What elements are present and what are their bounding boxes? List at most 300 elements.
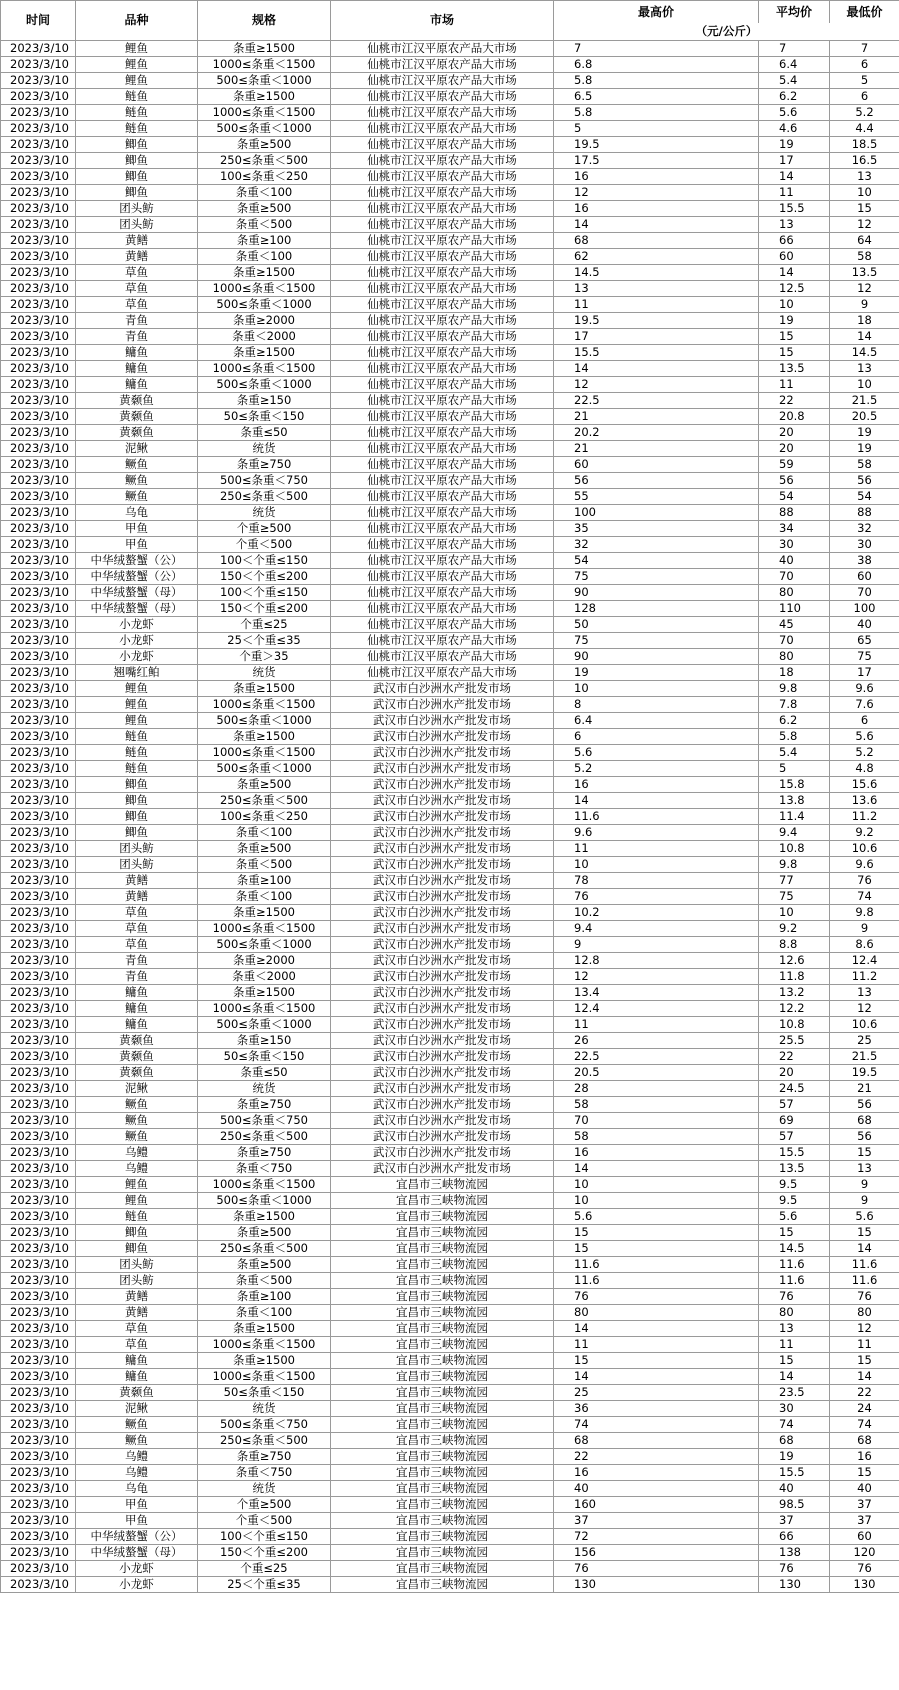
table-row — [1, 121, 899, 137]
cell-market: 仙桃市江汉平原农产品大市场 — [331, 617, 554, 633]
cell-species: 青鱼 — [76, 969, 198, 985]
cell-date: 2023/3/10 — [1, 425, 76, 441]
cell-market: 仙桃市江汉平原农产品大市场 — [331, 329, 554, 345]
cell-max-price: 13 — [554, 281, 759, 297]
cell-avg-price: 57 — [759, 1129, 830, 1145]
cell-spec: 25＜个重≤35 — [198, 1577, 331, 1593]
cell-date: 2023/3/10 — [1, 873, 76, 889]
cell-species: 鳙鱼 — [76, 377, 198, 393]
cell-market: 武汉市白沙洲水产批发市场 — [331, 921, 554, 937]
cell-species: 黄鳝 — [76, 233, 198, 249]
cell-min-price: 9 — [830, 921, 899, 937]
cell-species: 小龙虾 — [76, 633, 198, 649]
cell-species: 草鱼 — [76, 265, 198, 281]
cell-min-price: 38 — [830, 553, 899, 569]
cell-spec: 500≤条重＜1000 — [198, 377, 331, 393]
cell-min-price: 60 — [830, 1529, 899, 1545]
cell-avg-price: 10.8 — [759, 841, 830, 857]
cell-max-price: 11.6 — [554, 1273, 759, 1289]
cell-min-price: 18 — [830, 313, 899, 329]
cell-spec: 条重＜100 — [198, 249, 331, 265]
cell-date: 2023/3/10 — [1, 937, 76, 953]
cell-species: 黄颡鱼 — [76, 425, 198, 441]
cell-market: 武汉市白沙洲水产批发市场 — [331, 937, 554, 953]
cell-avg-price: 13 — [759, 217, 830, 233]
cell-date: 2023/3/10 — [1, 1033, 76, 1049]
cell-date: 2023/3/10 — [1, 1385, 76, 1401]
table-row — [1, 825, 899, 841]
cell-market: 仙桃市江汉平原农产品大市场 — [331, 633, 554, 649]
cell-species: 小龙虾 — [76, 1577, 198, 1593]
cell-species: 黄颡鱼 — [76, 1049, 198, 1065]
cell-min-price: 19 — [830, 425, 899, 441]
cell-max-price: 12 — [554, 185, 759, 201]
cell-market: 武汉市白沙洲水产批发市场 — [331, 809, 554, 825]
cell-spec: 500≤条重＜750 — [198, 473, 331, 489]
table-row — [1, 1417, 899, 1433]
cell-avg-price: 98.5 — [759, 1497, 830, 1513]
table-row — [1, 521, 899, 537]
cell-market: 仙桃市江汉平原农产品大市场 — [331, 649, 554, 665]
table-row — [1, 489, 899, 505]
cell-avg-price: 75 — [759, 889, 830, 905]
cell-market: 武汉市白沙洲水产批发市场 — [331, 873, 554, 889]
cell-market: 仙桃市江汉平原农产品大市场 — [331, 521, 554, 537]
cell-date: 2023/3/10 — [1, 553, 76, 569]
cell-species: 草鱼 — [76, 281, 198, 297]
cell-max-price: 15 — [554, 1225, 759, 1241]
cell-max-price: 10 — [554, 1177, 759, 1193]
cell-avg-price: 6.4 — [759, 57, 830, 73]
cell-min-price: 13 — [830, 361, 899, 377]
cell-spec: 个重＜500 — [198, 537, 331, 553]
cell-species: 青鱼 — [76, 953, 198, 969]
cell-market: 武汉市白沙洲水产批发市场 — [331, 1081, 554, 1097]
cell-species: 乌鳢 — [76, 1465, 198, 1481]
cell-market: 武汉市白沙洲水产批发市场 — [331, 1001, 554, 1017]
cell-market: 武汉市白沙洲水产批发市场 — [331, 857, 554, 873]
cell-spec: 条重＜500 — [198, 217, 331, 233]
cell-species: 鳙鱼 — [76, 1001, 198, 1017]
table-row — [1, 873, 899, 889]
cell-max-price: 75 — [554, 633, 759, 649]
cell-market: 宜昌市三峡物流园 — [331, 1289, 554, 1305]
cell-spec: 条重≤50 — [198, 425, 331, 441]
cell-date: 2023/3/10 — [1, 1065, 76, 1081]
cell-min-price: 21 — [830, 1081, 899, 1097]
table-row — [1, 1001, 899, 1017]
cell-max-price: 19.5 — [554, 313, 759, 329]
cell-avg-price: 5.4 — [759, 745, 830, 761]
table-row — [1, 1321, 899, 1337]
cell-min-price: 8.6 — [830, 937, 899, 953]
cell-avg-price: 15.5 — [759, 1465, 830, 1481]
cell-max-price: 20.5 — [554, 1065, 759, 1081]
cell-species: 鲤鱼 — [76, 41, 198, 57]
cell-date: 2023/3/10 — [1, 617, 76, 633]
cell-max-price: 7 — [554, 41, 759, 57]
cell-avg-price: 11 — [759, 377, 830, 393]
cell-spec: 条重≥100 — [198, 233, 331, 249]
cell-date: 2023/3/10 — [1, 505, 76, 521]
cell-max-price: 11 — [554, 297, 759, 313]
table-row — [1, 1257, 899, 1273]
cell-market: 仙桃市江汉平原农产品大市场 — [331, 553, 554, 569]
cell-date: 2023/3/10 — [1, 905, 76, 921]
cell-spec: 个重＜500 — [198, 1513, 331, 1529]
table-row — [1, 137, 899, 153]
table-row — [1, 953, 899, 969]
cell-spec: 条重＜750 — [198, 1465, 331, 1481]
cell-min-price: 17 — [830, 665, 899, 681]
cell-market: 宜昌市三峡物流园 — [331, 1209, 554, 1225]
cell-market: 宜昌市三峡物流园 — [331, 1257, 554, 1273]
cell-date: 2023/3/10 — [1, 1305, 76, 1321]
cell-spec: 统货 — [198, 1481, 331, 1497]
cell-spec: 500≤条重＜750 — [198, 1113, 331, 1129]
cell-market: 仙桃市江汉平原农产品大市场 — [331, 41, 554, 57]
cell-avg-price: 76 — [759, 1561, 830, 1577]
cell-avg-price: 10.8 — [759, 1017, 830, 1033]
table-row — [1, 857, 899, 873]
cell-date: 2023/3/10 — [1, 681, 76, 697]
cell-spec: 条重≥150 — [198, 1033, 331, 1049]
cell-species: 鲫鱼 — [76, 809, 198, 825]
cell-spec: 条重≥1500 — [198, 729, 331, 745]
cell-max-price: 40 — [554, 1481, 759, 1497]
cell-max-price: 10 — [554, 681, 759, 697]
cell-avg-price: 13.8 — [759, 793, 830, 809]
cell-min-price: 7 — [830, 41, 899, 57]
table-row — [1, 217, 899, 233]
cell-date: 2023/3/10 — [1, 1241, 76, 1257]
cell-spec: 条重≥100 — [198, 873, 331, 889]
cell-species: 鲢鱼 — [76, 1209, 198, 1225]
cell-avg-price: 68 — [759, 1433, 830, 1449]
cell-spec: 500≤条重＜1000 — [198, 713, 331, 729]
cell-date: 2023/3/10 — [1, 1177, 76, 1193]
cell-max-price: 6.5 — [554, 89, 759, 105]
cell-max-price: 14 — [554, 217, 759, 233]
header-min: 最低价 — [830, 1, 899, 24]
cell-spec: 个重≤25 — [198, 1561, 331, 1577]
cell-spec: 1000≤条重＜1500 — [198, 105, 331, 121]
cell-spec: 条重≥1500 — [198, 905, 331, 921]
cell-market: 宜昌市三峡物流园 — [331, 1177, 554, 1193]
cell-spec: 条重≥1500 — [198, 681, 331, 697]
cell-max-price: 15.5 — [554, 345, 759, 361]
cell-avg-price: 6.2 — [759, 89, 830, 105]
cell-species: 鲤鱼 — [76, 1177, 198, 1193]
table-row — [1, 649, 899, 665]
cell-avg-price: 11.8 — [759, 969, 830, 985]
cell-date: 2023/3/10 — [1, 793, 76, 809]
cell-spec: 1000≤条重＜1500 — [198, 57, 331, 73]
cell-date: 2023/3/10 — [1, 1113, 76, 1129]
table-row — [1, 345, 899, 361]
cell-market: 武汉市白沙洲水产批发市场 — [331, 729, 554, 745]
table-row — [1, 1289, 899, 1305]
cell-max-price: 17.5 — [554, 153, 759, 169]
cell-market: 宜昌市三峡物流园 — [331, 1577, 554, 1593]
cell-spec: 条重＜100 — [198, 1305, 331, 1321]
cell-date: 2023/3/10 — [1, 1561, 76, 1577]
cell-market: 武汉市白沙洲水产批发市场 — [331, 985, 554, 1001]
cell-spec: 1000≤条重＜1500 — [198, 1177, 331, 1193]
cell-species: 黄颡鱼 — [76, 1065, 198, 1081]
cell-avg-price: 13.5 — [759, 1161, 830, 1177]
cell-avg-price: 15 — [759, 1353, 830, 1369]
cell-avg-price: 25.5 — [759, 1033, 830, 1049]
cell-species: 乌鳢 — [76, 1161, 198, 1177]
cell-avg-price: 7 — [759, 41, 830, 57]
cell-date: 2023/3/10 — [1, 857, 76, 873]
cell-species: 小龙虾 — [76, 649, 198, 665]
cell-min-price: 5.6 — [830, 729, 899, 745]
cell-min-price: 12 — [830, 1001, 899, 1017]
cell-market: 宜昌市三峡物流园 — [331, 1337, 554, 1353]
cell-min-price: 13.6 — [830, 793, 899, 809]
cell-min-price: 74 — [830, 889, 899, 905]
table-row — [1, 617, 899, 633]
cell-max-price: 75 — [554, 569, 759, 585]
cell-species: 鳙鱼 — [76, 1017, 198, 1033]
cell-species: 鲢鱼 — [76, 105, 198, 121]
cell-date: 2023/3/10 — [1, 105, 76, 121]
cell-min-price: 68 — [830, 1433, 899, 1449]
cell-min-price: 13.5 — [830, 265, 899, 281]
cell-market: 仙桃市江汉平原农产品大市场 — [331, 73, 554, 89]
cell-avg-price: 10 — [759, 905, 830, 921]
cell-species: 鲤鱼 — [76, 713, 198, 729]
cell-date: 2023/3/10 — [1, 313, 76, 329]
table-row — [1, 1065, 899, 1081]
cell-min-price: 10 — [830, 185, 899, 201]
cell-spec: 500≤条重＜1000 — [198, 1017, 331, 1033]
cell-market: 宜昌市三峡物流园 — [331, 1369, 554, 1385]
cell-species: 鲢鱼 — [76, 121, 198, 137]
cell-avg-price: 12.6 — [759, 953, 830, 969]
table-row — [1, 841, 899, 857]
cell-date: 2023/3/10 — [1, 1081, 76, 1097]
cell-spec: 条重＜500 — [198, 1273, 331, 1289]
cell-max-price: 12.4 — [554, 1001, 759, 1017]
cell-species: 鲤鱼 — [76, 697, 198, 713]
cell-date: 2023/3/10 — [1, 281, 76, 297]
cell-market: 宜昌市三峡物流园 — [331, 1433, 554, 1449]
cell-min-price: 9 — [830, 297, 899, 313]
table-row — [1, 57, 899, 73]
cell-date: 2023/3/10 — [1, 985, 76, 1001]
cell-avg-price: 70 — [759, 569, 830, 585]
cell-max-price: 13.4 — [554, 985, 759, 1001]
cell-avg-price: 5.4 — [759, 73, 830, 89]
cell-date: 2023/3/10 — [1, 361, 76, 377]
cell-max-price: 22.5 — [554, 1049, 759, 1065]
cell-avg-price: 11.4 — [759, 809, 830, 825]
cell-species: 乌鳢 — [76, 1449, 198, 1465]
cell-avg-price: 23.5 — [759, 1385, 830, 1401]
cell-spec: 25＜个重≤35 — [198, 633, 331, 649]
cell-spec: 100＜个重≤150 — [198, 585, 331, 601]
table-row — [1, 105, 899, 121]
cell-market: 宜昌市三峡物流园 — [331, 1241, 554, 1257]
cell-species: 中华绒螯蟹（母） — [76, 585, 198, 601]
cell-species: 鳜鱼 — [76, 1113, 198, 1129]
cell-date: 2023/3/10 — [1, 137, 76, 153]
cell-max-price: 76 — [554, 889, 759, 905]
cell-max-price: 14 — [554, 1161, 759, 1177]
cell-market: 宜昌市三峡物流园 — [331, 1481, 554, 1497]
table-row — [1, 601, 899, 617]
cell-max-price: 8 — [554, 697, 759, 713]
cell-spec: 条重≥1500 — [198, 985, 331, 1001]
cell-market: 武汉市白沙洲水产批发市场 — [331, 1113, 554, 1129]
table-row — [1, 441, 899, 457]
cell-spec: 条重≥500 — [198, 1225, 331, 1241]
cell-date: 2023/3/10 — [1, 1321, 76, 1337]
header-date: 时间 — [1, 1, 76, 41]
cell-market: 武汉市白沙洲水产批发市场 — [331, 681, 554, 697]
cell-max-price: 5.6 — [554, 1209, 759, 1225]
cell-spec: 150＜个重≤200 — [198, 601, 331, 617]
cell-date: 2023/3/10 — [1, 1161, 76, 1177]
cell-market: 宜昌市三峡物流园 — [331, 1305, 554, 1321]
cell-min-price: 76 — [830, 1289, 899, 1305]
table-row — [1, 313, 899, 329]
table-row — [1, 425, 899, 441]
cell-min-price: 56 — [830, 1129, 899, 1145]
cell-spec: 条重＜100 — [198, 825, 331, 841]
cell-date: 2023/3/10 — [1, 153, 76, 169]
cell-avg-price: 11 — [759, 185, 830, 201]
cell-species: 小龙虾 — [76, 1561, 198, 1577]
cell-max-price: 50 — [554, 617, 759, 633]
cell-spec: 500≤条重＜1000 — [198, 761, 331, 777]
cell-spec: 条重≥500 — [198, 777, 331, 793]
cell-min-price: 22 — [830, 1385, 899, 1401]
cell-date: 2023/3/10 — [1, 1001, 76, 1017]
cell-avg-price: 22 — [759, 393, 830, 409]
cell-max-price: 100 — [554, 505, 759, 521]
cell-avg-price: 5.6 — [759, 1209, 830, 1225]
cell-species: 中华绒螯蟹（公） — [76, 1529, 198, 1545]
cell-market: 宜昌市三峡物流园 — [331, 1417, 554, 1433]
cell-spec: 条重≥750 — [198, 1097, 331, 1113]
cell-spec: 条重≥1500 — [198, 345, 331, 361]
cell-max-price: 37 — [554, 1513, 759, 1529]
cell-max-price: 78 — [554, 873, 759, 889]
cell-min-price: 75 — [830, 649, 899, 665]
cell-market: 仙桃市江汉平原农产品大市场 — [331, 489, 554, 505]
cell-spec: 条重＜100 — [198, 889, 331, 905]
cell-max-price: 36 — [554, 1401, 759, 1417]
cell-max-price: 16 — [554, 169, 759, 185]
cell-date: 2023/3/10 — [1, 489, 76, 505]
cell-species: 黄鳝 — [76, 873, 198, 889]
cell-min-price: 10 — [830, 377, 899, 393]
cell-min-price: 14 — [830, 1369, 899, 1385]
cell-species: 乌鳢 — [76, 1145, 198, 1161]
cell-max-price: 62 — [554, 249, 759, 265]
table-row — [1, 1385, 899, 1401]
cell-max-price: 128 — [554, 601, 759, 617]
cell-min-price: 40 — [830, 1481, 899, 1497]
cell-date: 2023/3/10 — [1, 1529, 76, 1545]
cell-date: 2023/3/10 — [1, 265, 76, 281]
table-row — [1, 1049, 899, 1065]
table-row — [1, 1545, 899, 1561]
cell-min-price: 25 — [830, 1033, 899, 1049]
cell-max-price: 5.6 — [554, 745, 759, 761]
cell-species: 鲢鱼 — [76, 729, 198, 745]
table-row — [1, 1241, 899, 1257]
cell-date: 2023/3/10 — [1, 777, 76, 793]
cell-date: 2023/3/10 — [1, 1273, 76, 1289]
cell-market: 武汉市白沙洲水产批发市场 — [331, 841, 554, 857]
cell-avg-price: 14 — [759, 169, 830, 185]
cell-date: 2023/3/10 — [1, 953, 76, 969]
cell-market: 仙桃市江汉平原农产品大市场 — [331, 409, 554, 425]
cell-date: 2023/3/10 — [1, 201, 76, 217]
table-row — [1, 393, 899, 409]
cell-avg-price: 9.5 — [759, 1193, 830, 1209]
cell-date: 2023/3/10 — [1, 841, 76, 857]
cell-avg-price: 11.6 — [759, 1273, 830, 1289]
cell-species: 乌龟 — [76, 1481, 198, 1497]
cell-date: 2023/3/10 — [1, 217, 76, 233]
cell-spec: 条重≥750 — [198, 1449, 331, 1465]
cell-spec: 100≤条重＜250 — [198, 169, 331, 185]
cell-min-price: 70 — [830, 585, 899, 601]
cell-market: 武汉市白沙洲水产批发市场 — [331, 889, 554, 905]
header-spec: 规格 — [198, 1, 331, 41]
cell-species: 鲫鱼 — [76, 169, 198, 185]
table-row — [1, 1033, 899, 1049]
cell-species: 鲢鱼 — [76, 761, 198, 777]
cell-max-price: 55 — [554, 489, 759, 505]
cell-avg-price: 15 — [759, 345, 830, 361]
cell-species: 团头鲂 — [76, 1273, 198, 1289]
cell-max-price: 21 — [554, 409, 759, 425]
table-row — [1, 265, 899, 281]
cell-date: 2023/3/10 — [1, 89, 76, 105]
cell-market: 宜昌市三峡物流园 — [331, 1385, 554, 1401]
cell-market: 仙桃市江汉平原农产品大市场 — [331, 297, 554, 313]
cell-market: 仙桃市江汉平原农产品大市场 — [331, 153, 554, 169]
cell-avg-price: 9.5 — [759, 1177, 830, 1193]
cell-date: 2023/3/10 — [1, 537, 76, 553]
table-row — [1, 1017, 899, 1033]
cell-spec: 条重≥500 — [198, 201, 331, 217]
cell-date: 2023/3/10 — [1, 969, 76, 985]
cell-min-price: 12.4 — [830, 953, 899, 969]
cell-max-price: 11.6 — [554, 1257, 759, 1273]
cell-min-price: 88 — [830, 505, 899, 521]
cell-max-price: 74 — [554, 1417, 759, 1433]
cell-species: 鳙鱼 — [76, 1369, 198, 1385]
cell-min-price: 20.5 — [830, 409, 899, 425]
cell-avg-price: 9.2 — [759, 921, 830, 937]
cell-max-price: 12 — [554, 377, 759, 393]
cell-min-price: 16.5 — [830, 153, 899, 169]
table-row — [1, 1401, 899, 1417]
cell-max-price: 14 — [554, 1321, 759, 1337]
cell-spec: 1000≤条重＜1500 — [198, 697, 331, 713]
cell-max-price: 9.6 — [554, 825, 759, 841]
cell-species: 黄颡鱼 — [76, 393, 198, 409]
cell-market: 仙桃市江汉平原农产品大市场 — [331, 441, 554, 457]
